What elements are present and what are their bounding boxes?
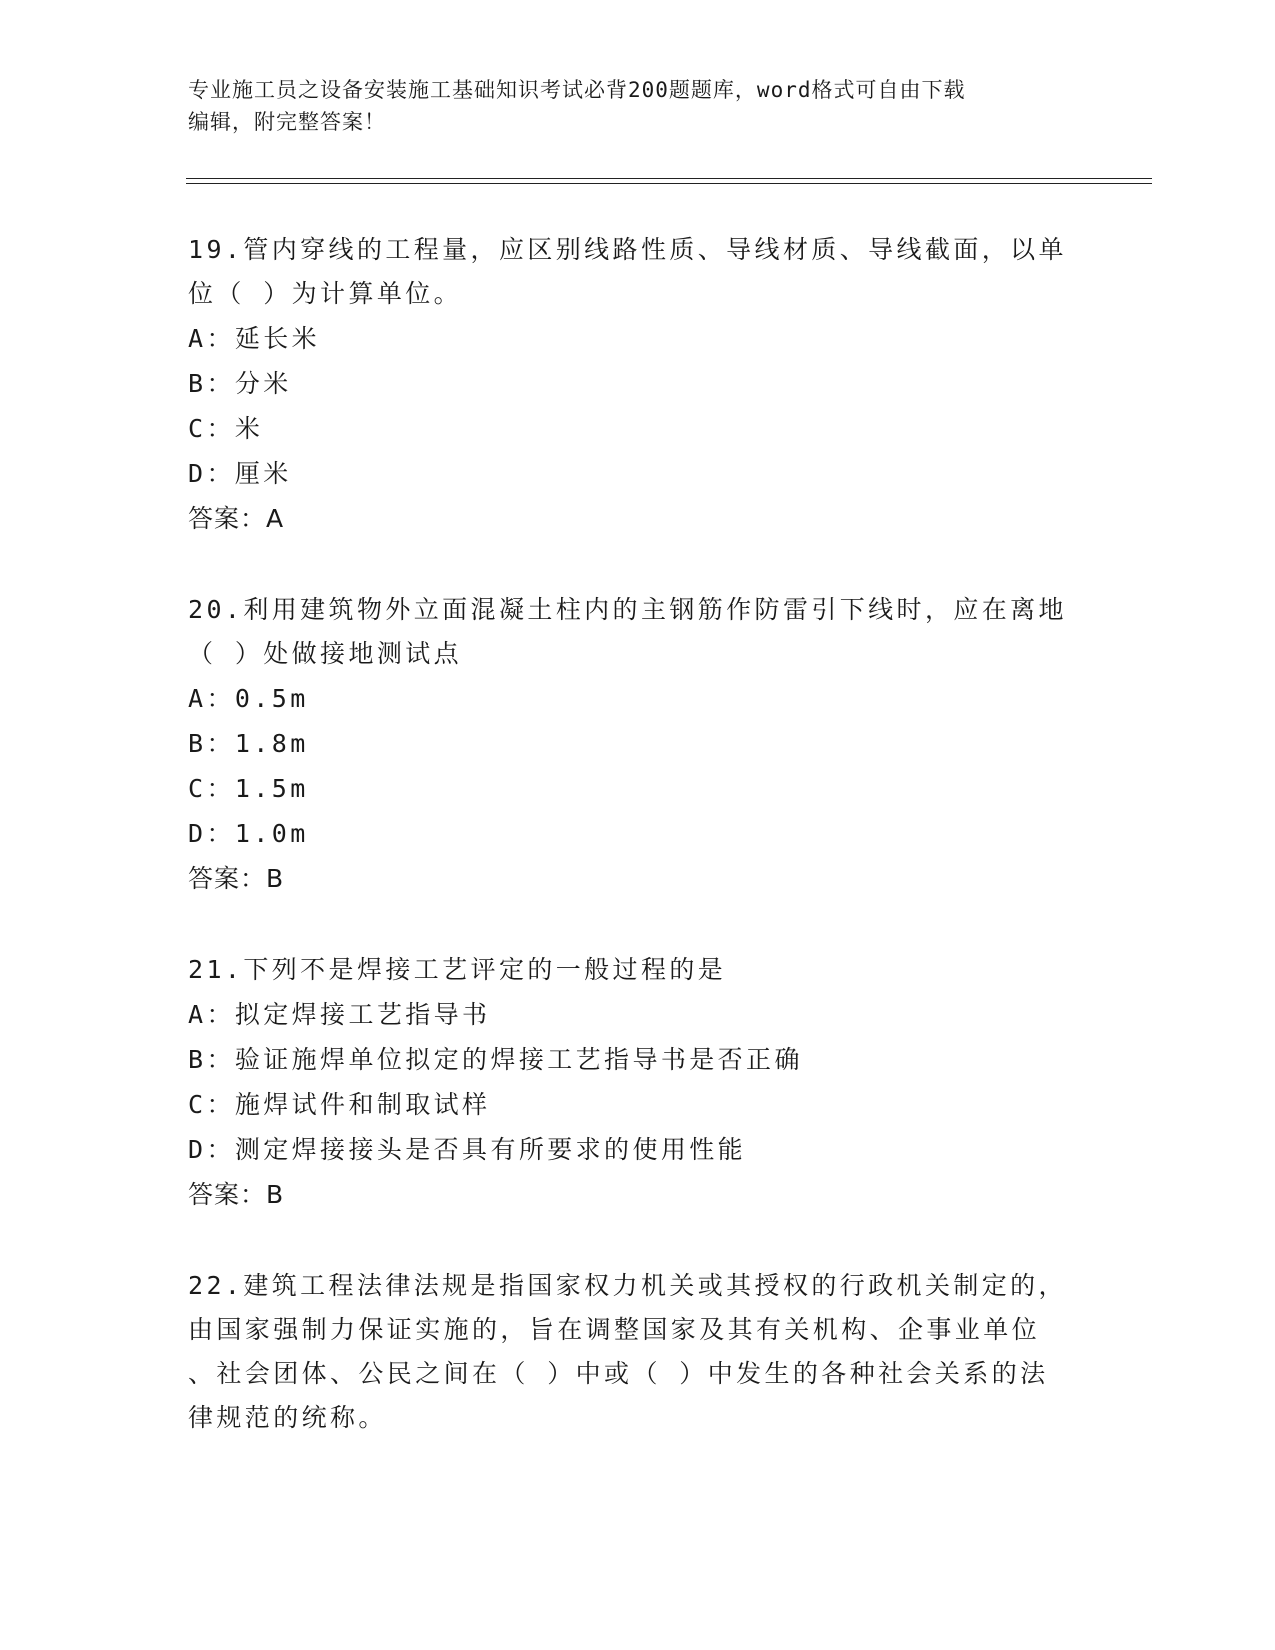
question-stem-line: （ ）处做接地测试点 — [188, 639, 463, 668]
option-b: B：1.8m — [188, 729, 309, 758]
header-line-1: 专业施工员之设备安装施工基础知识考试必背200题题库，word格式可自由下载 — [188, 78, 966, 102]
question-stem-line: 由国家强制力保证实施的，旨在调整国家及其有关机构、企事业单位 — [188, 1315, 1041, 1344]
question-stem — [188, 228, 1088, 316]
question-stem-line: 位（ ）为计算单位。 — [188, 279, 463, 308]
answer: 答案：A — [188, 504, 285, 533]
question-20 — [188, 588, 1088, 902]
question-stem — [188, 948, 1088, 992]
question-stem — [188, 1264, 1088, 1440]
option-d: D：1.0m — [188, 819, 309, 848]
header-divider-bottom — [186, 183, 1152, 184]
question-stem-line: 19.管内穿线的工程量，应区别线路性质、导线材质、导线截面，以单 — [188, 235, 1067, 264]
question-stem — [188, 588, 1088, 676]
option-b: B：分米 — [188, 369, 292, 398]
option-c: C：米 — [188, 414, 264, 443]
header-divider-top — [186, 178, 1152, 179]
option-c: C：1.5m — [188, 774, 309, 803]
option-a: A：延长米 — [188, 324, 321, 353]
option-d: D：厘米 — [188, 459, 292, 488]
option-b: B：验证施焊单位拟定的焊接工艺指导书是否正确 — [188, 1045, 803, 1074]
question-21 — [188, 948, 1088, 1218]
answer: 答案：B — [188, 1180, 285, 1209]
option-c: C：施焊试件和制取试样 — [188, 1090, 491, 1119]
question-22 — [188, 1264, 1088, 1440]
header-line-2: 编辑，附完整答案！ — [188, 110, 386, 134]
answer: 答案：B — [188, 864, 285, 893]
document-header — [188, 74, 1088, 138]
question-stem-line: 、社会团体、公民之间在（ ）中或（ ）中发生的各种社会关系的法 — [188, 1359, 1049, 1388]
option-a: A：0.5m — [188, 684, 309, 713]
option-d: D：测定焊接接头是否具有所要求的使用性能 — [188, 1135, 747, 1164]
question-stem-line: 22.建筑工程法律法规是指国家权力机关或其授权的行政机关制定的， — [188, 1271, 1067, 1300]
question-19 — [188, 228, 1088, 542]
question-stem-line: 律规范的统称。 — [188, 1403, 387, 1432]
question-stem-line: 20.利用建筑物外立面混凝土柱内的主钢筋作防雷引下线时，应在离地 — [188, 595, 1067, 624]
question-stem-line: 21.下列不是焊接工艺评定的一般过程的是 — [188, 955, 727, 984]
option-a: A：拟定焊接工艺指导书 — [188, 1000, 491, 1029]
